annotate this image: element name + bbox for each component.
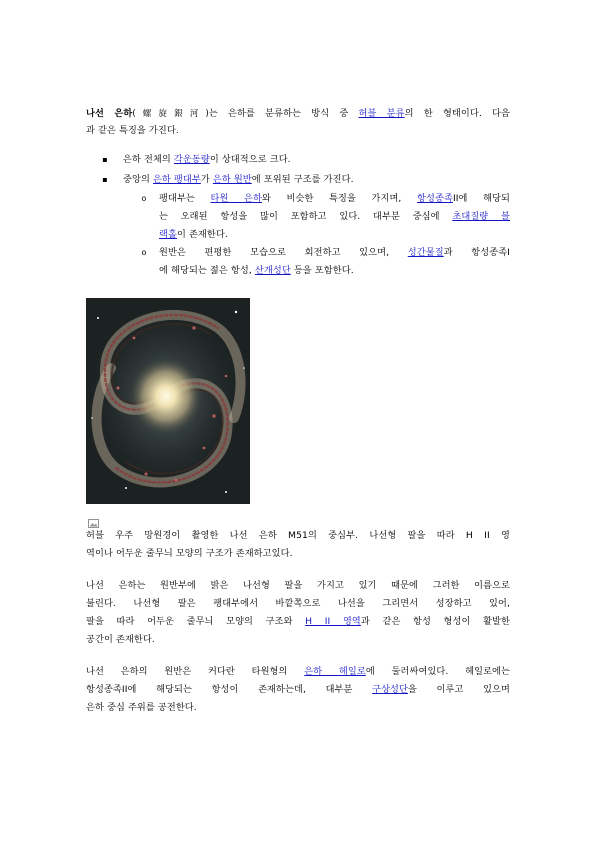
- paragraph-line: 공간이 존재한다.: [86, 634, 155, 645]
- sub-bullet-line: [159, 208, 510, 226]
- link-hubble-classification[interactable]: 허블 분류: [358, 108, 405, 119]
- term-hanja: (螺旋銀河): [132, 108, 209, 118]
- sub-bullet-text: 이 존재한다.: [176, 229, 228, 240]
- bullet-text: 은하 전체의: [123, 154, 174, 165]
- term-title: 나선 은하: [86, 108, 133, 119]
- body-paragraph-2: [86, 663, 510, 717]
- paragraph-text: 팔을 따라 어두운 줄무늬 모양의 구조와: [86, 616, 306, 627]
- body-paragraph-1: [86, 577, 510, 649]
- sub-bullet-line: [159, 190, 510, 208]
- paragraph-line: 은하 중심 주위를 공전한다.: [86, 702, 197, 713]
- link-angular-momentum[interactable]: 각운동량: [173, 154, 210, 165]
- link-h-ii-region[interactable]: H II 영역: [305, 616, 361, 627]
- paragraph-text: 과 같은 항성 형성이 활발한: [360, 616, 510, 627]
- sub-bullet-text: 과 항성종족I: [443, 247, 510, 258]
- circle-bullet-icon: o: [141, 248, 147, 257]
- sub-bullet-text: 는 오래된 항성을 많이 포함하고 있다. 대부분 중심에: [159, 211, 453, 222]
- square-bullet-icon: ▪: [102, 175, 108, 184]
- bullet-text: 중앙의: [123, 174, 153, 185]
- sub-bullet-line: [159, 262, 510, 280]
- caption-line-1: 허블 우주 망원경이 촬영한 나선 은하 M51의 중심부. 나선형 팔을 따라 H II 영: [86, 530, 510, 541]
- link-supermassive-black-hole[interactable]: 초대질량 블: [452, 211, 510, 222]
- intro-line-2: 과 같은 특징을 가진다.: [86, 125, 179, 136]
- sub-bullet-text: II에 해당되: [452, 193, 511, 204]
- paragraph-line: [86, 681, 510, 699]
- link-galactic-disk[interactable]: 은하 원반: [212, 174, 252, 185]
- link-elliptical-galaxy[interactable]: 타원 은하: [210, 193, 262, 204]
- galaxy-illustration: [86, 298, 250, 504]
- sub-bullet-text: 에 해당되는 젊은 항성,: [159, 265, 255, 276]
- intro-text: 는 은하를 분류하는 방식 중: [208, 108, 359, 119]
- bullet-text: 가: [200, 174, 213, 185]
- paragraph-line: 나선 은하는 원반부에 밝은 나선형 팔을 가지고 있기 때문에 그러한 이름으로: [86, 580, 510, 591]
- sub-bullet-text: 팽대부는: [159, 193, 211, 204]
- link-galactic-bulge[interactable]: 은하 팽대부: [152, 174, 201, 185]
- intro-paragraph: [86, 104, 510, 140]
- link-globular-cluster[interactable]: 구상성단: [372, 684, 408, 695]
- paragraph-line: 불린다. 나선형 팔은 팽대부에서 바깥쪽으로 나선을 그리면서 성장하고 있어,: [86, 598, 510, 609]
- paragraph-text: 항성종족II에 해당되는 항성이 존재하는데, 대부분: [86, 684, 373, 695]
- sub-bullet-text: 등을 포함한다.: [290, 265, 354, 276]
- paragraph-line: [86, 663, 510, 681]
- caption-line-2: 역이나 어두운 줄무늬 모양의 구조가 존재하고있다.: [86, 548, 293, 559]
- sub-bullet-text: 와 비슷한 특징을 가지며,: [261, 193, 418, 204]
- image-placeholder-icon: [88, 513, 99, 522]
- bullet-text: 이 상대적으로 크다.: [209, 154, 291, 165]
- link-galactic-halo[interactable]: 은하 헤일로: [304, 666, 366, 677]
- paragraph-text: 을 이루고 있으며: [408, 684, 511, 695]
- image-caption: [86, 527, 510, 563]
- intro-line-1: [86, 104, 510, 122]
- link-open-cluster[interactable]: 산개성단: [254, 265, 291, 276]
- spiral-galaxy-image: [86, 298, 250, 504]
- bullet-text: 에 포위된 구조를 가진다.: [251, 174, 354, 185]
- link-supermassive-black-hole-cont[interactable]: 랙홀: [159, 229, 177, 240]
- intro-text: 의 한 형태이다. 다음: [404, 108, 511, 119]
- sub-bullet-line: [159, 226, 510, 244]
- link-stellar-population[interactable]: 항성종족: [417, 193, 453, 204]
- sub-bullet-line: [159, 244, 510, 262]
- paragraph-text: 에 둘러싸여있다. 헤일로에는: [365, 666, 511, 677]
- link-interstellar-medium[interactable]: 성간물질: [407, 247, 444, 258]
- circle-bullet-icon: o: [141, 194, 147, 203]
- paragraph-line: [86, 613, 510, 631]
- square-bullet-icon: ▪: [102, 155, 108, 164]
- paragraph-text: 나선 은하의 원반은 커다란 타원형의: [86, 666, 305, 677]
- sub-bullet-text: 원반은 편평한 모습으로 회전하고 있으며,: [159, 247, 408, 258]
